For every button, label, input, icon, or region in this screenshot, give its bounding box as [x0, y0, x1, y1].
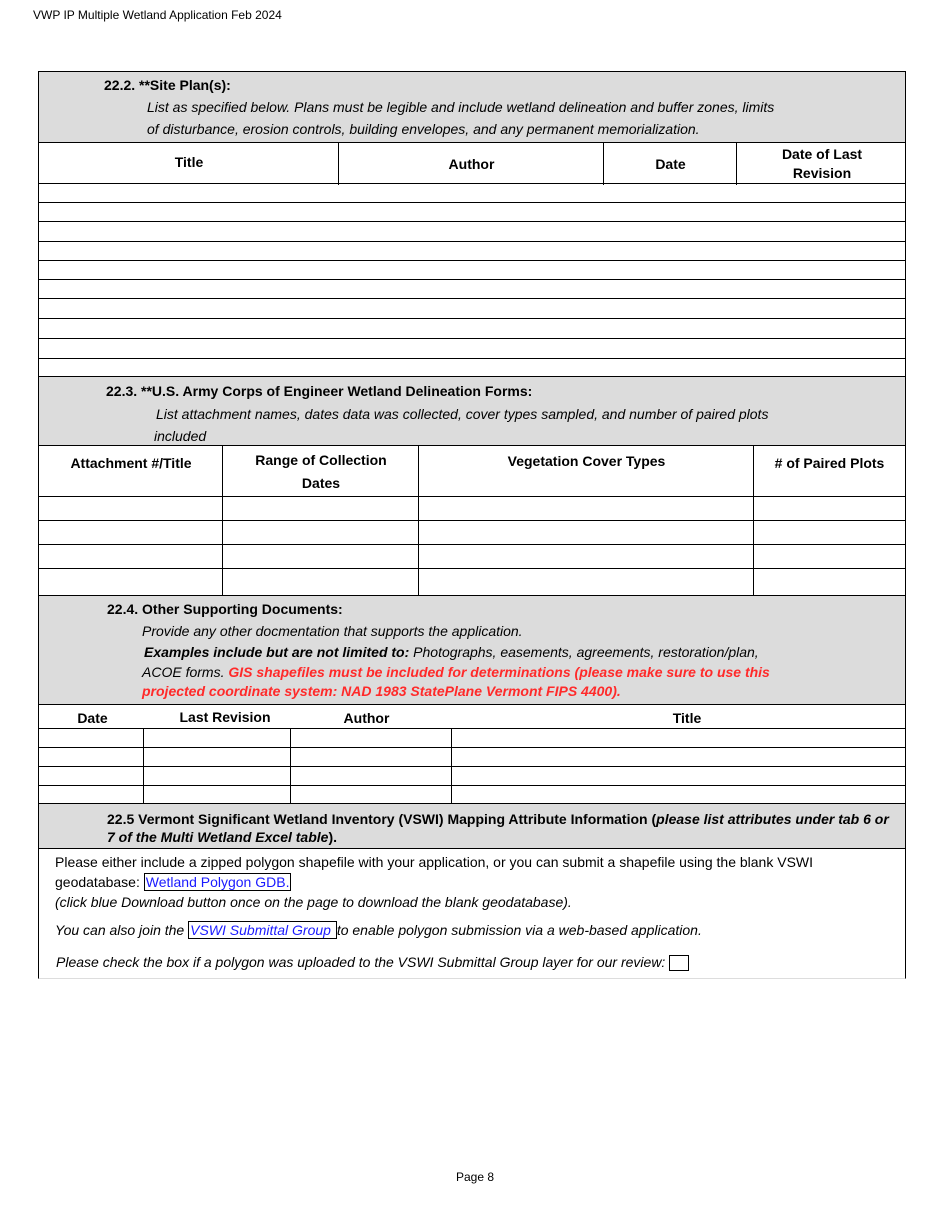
vswi-join-text-b: to enable polygon submission via a web-based application.: [336, 922, 702, 938]
col-header-date-of-last-revision: [737, 143, 907, 184]
section-22-4-header: [38, 595, 906, 705]
col-header-range-line1: Range of Collection: [255, 451, 387, 468]
section-22-4-line3: [142, 662, 770, 682]
section-22-5-body: [38, 848, 906, 979]
gis-requirement-line1: GIS shapefiles must be included for determinations (please make sure to use this: [228, 664, 770, 680]
vswi-join-text-a: You can also join the: [55, 922, 189, 938]
supporting-docs-table-body: [38, 728, 906, 804]
section-22-4-title: 22.4. Other Supporting Documents:: [107, 601, 343, 617]
section-22-2-header: [38, 71, 906, 143]
table-row: [39, 766, 905, 767]
table-row: [39, 747, 905, 748]
table-row: [39, 298, 905, 299]
col-header-attachment: Attachment #/Title: [70, 455, 192, 471]
section-22-4-line1: Provide any other docmentation that supports the application.: [142, 623, 523, 639]
section-22-5-header: [38, 803, 906, 849]
document-header: VWP IP Multiple Wetland Application Feb 2024: [33, 8, 282, 22]
table-row: [39, 221, 905, 222]
section-22-5-title-a: 22.5 Vermont Significant Wetland Inventory (VSWI) Mapping Attribute Information (: [107, 811, 657, 827]
table-row: [39, 358, 905, 359]
acoe-forms-text: ACOE forms.: [142, 664, 229, 680]
col-header-rev-line1: Date of Last: [781, 145, 863, 162]
col-header-paired-plots: # of Paired Plots: [774, 455, 885, 471]
table-row: [39, 202, 905, 203]
examples-text: Photographs, easements, agreements, restoration/plan,: [409, 644, 759, 660]
col-header-vegetation-cover-types: Vegetation Cover Types: [507, 453, 666, 469]
supporting-docs-table-header: [38, 704, 906, 729]
table-row: [39, 338, 905, 339]
col-header-date: Date: [77, 709, 108, 726]
shapefile-instructions: [55, 852, 900, 912]
section-22-3-title: 22.3. **U.S. Army Corps of Engineer Wetland Delineation Forms:: [106, 383, 533, 399]
table-row: [39, 318, 905, 319]
table-row: [39, 260, 905, 261]
wetland-polygon-gdb-link[interactable]: Wetland Polygon GDB.: [145, 874, 290, 890]
delineation-table-header: [38, 445, 906, 497]
col-header-author: Author: [343, 709, 390, 726]
section-22-2-title: 22.2. **Site Plan(s):: [104, 77, 231, 93]
section-22-5-title-c: under tab 6 or 7 of the Multi Wetland Excel table: [107, 811, 889, 845]
table-row: [39, 279, 905, 280]
shapefile-text-1: Please either include a zipped polygon shapefile with your application, or you can submit a shapefile using the blank VSWI: [55, 854, 814, 870]
col-header-last-revision: Last Revision: [179, 708, 271, 725]
examples-label: Examples include but are not limited to:: [144, 644, 410, 660]
section-22-2-desc-line2: of disturbance, erosion controls, building envelopes, and any permanent memorialization.: [147, 121, 700, 137]
section-22-5-title: [107, 810, 897, 846]
page-number: Page 8: [455, 1170, 495, 1184]
section-22-3-header: [38, 376, 906, 446]
download-instructions: (click blue Download button once on the page to download the blank geodatabase).: [55, 894, 572, 910]
section-22-2-desc-line1: List as specified below. Plans must be legible and include wetland delineation and buffer zones, limits: [147, 99, 775, 115]
section-22-3-desc-line2: included: [154, 428, 207, 444]
section-22-5-title-d: ).: [328, 829, 338, 845]
shapefile-text-2: geodatabase:: [55, 874, 144, 890]
vswi-join-text: [55, 922, 702, 938]
site-plan-table-header: [38, 142, 906, 184]
vswi-submittal-group-link[interactable]: VSWI Submittal Group: [190, 922, 335, 938]
polygon-uploaded-checkbox[interactable]: [669, 955, 689, 971]
table-row: [39, 544, 905, 545]
col-header-title: Title: [672, 709, 702, 726]
delineation-table-body: [38, 496, 906, 596]
col-header-range-line2: Dates: [301, 474, 341, 491]
col-header-title: Title: [174, 154, 204, 170]
table-row: [39, 568, 905, 569]
section-22-3-desc-line1: List attachment names, dates data was collected, cover types sampled, and number of paired plots: [156, 406, 769, 422]
col-header-rev-line2: Revision: [792, 164, 852, 181]
table-row: [39, 241, 905, 242]
table-row: [39, 785, 905, 786]
gis-requirement-line2: projected coordinate system: NAD 1983 StatePlane Vermont FIPS 4400).: [142, 683, 621, 699]
col-header-author: Author: [448, 156, 495, 172]
table-row: [39, 520, 905, 521]
polygon-upload-check: [56, 954, 689, 971]
section-22-5-title-b: please list attributes: [656, 811, 792, 827]
polygon-upload-label: Please check the box if a polygon was uploaded to the VSWI Submittal Group layer for our review:: [56, 954, 666, 970]
site-plan-table-body: [38, 183, 906, 377]
section-22-4-line2: [144, 641, 759, 663]
col-header-date: Date: [655, 156, 686, 172]
col-header-range-of-collection-dates: [223, 446, 419, 497]
